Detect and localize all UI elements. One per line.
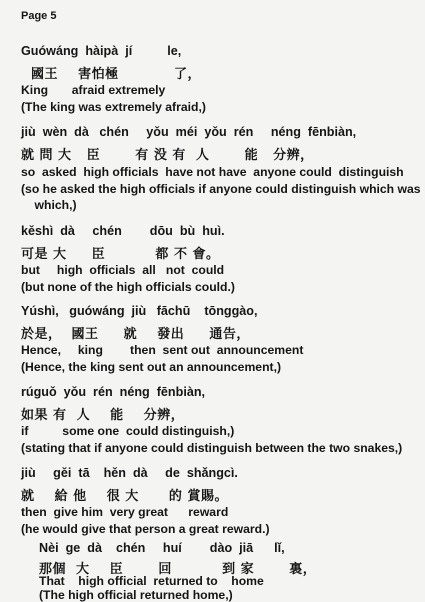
pinyin-line: Guówáng hàipà jí le, (21, 44, 182, 58)
gloss-line: so asked high officials have not have anyone could distinguish (21, 165, 404, 179)
translation-line: (he would give that person a great reward.) (21, 522, 270, 536)
gloss-line: That high official returned to home (39, 574, 264, 588)
pinyin-line: kěshì dà chén dōu bù huì. (21, 224, 225, 238)
hanzi-line: 國王 害怕極 了， (21, 67, 201, 82)
translation-line: (so he asked the high officials if anyone could distinguish which was (21, 182, 421, 196)
translation-line: (The high official returned home,) (39, 588, 233, 602)
translation-line: (but none of the high officials could.) (21, 280, 235, 294)
gloss-line: King afraid extremely (21, 83, 166, 97)
hanzi-line: 就 問 大 臣 有 没 有 人 能 分辨， (21, 148, 314, 163)
pinyin-line: Yúshì, guówáng jiù fāchū tōnggào, (21, 304, 258, 318)
pinyin-line: jiù wèn dà chén yǒu méi yǒu rén néng fēnbiàn, (21, 125, 357, 139)
hanzi-line: 可是 大 臣 都 不 會。 (21, 247, 220, 262)
hanzi-line: 如果 有 人 能 分辨， (21, 408, 185, 423)
hanzi-line: 就 給 他 很 大 的 賞賜。 (21, 489, 228, 504)
gloss-line: then give him very great reward (21, 505, 229, 519)
pinyin-line: rúguǒ yǒu rén néng fēnbiàn, (21, 385, 206, 399)
gloss-line: but high officials all not could (21, 263, 225, 277)
hanzi-line: 那個 大 臣 回 到 家 裏， (39, 562, 317, 577)
translation-line: (Hence, the king sent out an announcement,) (21, 360, 282, 374)
gloss-line: Hence, king then sent out announcement (21, 343, 304, 357)
pinyin-line: jiù gěi tā hěn dà de shǎngcì. (21, 466, 238, 480)
page-label: Page 5 (21, 10, 57, 22)
translation-line: (stating that if anyone could distinguish between the two snakes,) (21, 441, 403, 455)
translation-line: (The king was extremely afraid,) (21, 100, 206, 114)
pinyin-line: Nèi ge dà chén huí dào jiā lǐ, (39, 541, 285, 555)
hanzi-line: 於是， 國王 就 發出 通告， (21, 327, 250, 342)
gloss-line: if some one could distinguish,) (21, 424, 235, 438)
translation-line: which,) (21, 198, 77, 212)
